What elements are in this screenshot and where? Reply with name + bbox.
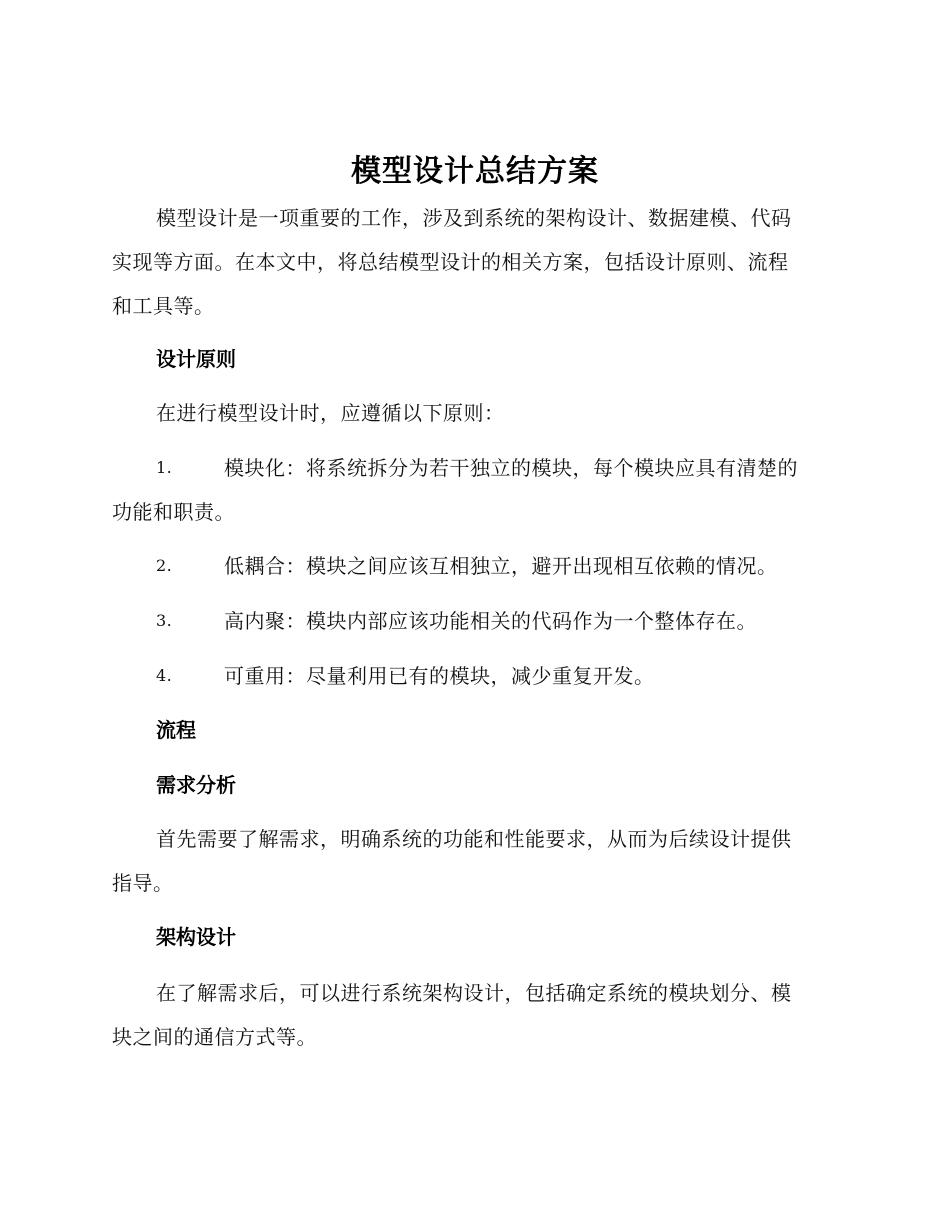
principle-item-1 (112, 446, 832, 534)
principle-item-4 (112, 654, 832, 698)
principles-lead (112, 391, 832, 435)
principle-text-line-2: 功能和职责。 (112, 500, 235, 524)
intro-line-2: 实现等方面。在本文中，将总结模型设计的相关方案，包括设计原则、流程 (112, 250, 789, 274)
principle-item-3 (112, 599, 832, 643)
list-number: 1. (156, 458, 173, 477)
document-title: 模型设计总结方案 (351, 154, 599, 189)
section-heading-principles: 设计原则 (156, 347, 236, 371)
subheading-architecture: 架构设计 (156, 925, 236, 949)
architecture-line-2: 块之间的通信方式等。 (112, 1025, 317, 1049)
subheading-requirements: 需求分析 (156, 773, 236, 797)
architecture-paragraph (112, 971, 832, 1059)
intro-line-1: 模型设计是一项重要的工作，涉及到系统的架构设计、数据建模、代码 (156, 206, 792, 230)
principle-item-2 (112, 544, 832, 588)
list-number: 2. (156, 556, 173, 575)
principle-text: 高内聚：模块内部应该功能相关的代码作为一个整体存在。 (224, 609, 757, 633)
list-number: 4. (156, 666, 173, 685)
requirements-line-1: 首先需要了解需求，明确系统的功能和性能要求，从而为后续设计提供 (156, 827, 792, 851)
principle-text: 可重用：尽量利用已有的模块，减少重复开发。 (224, 664, 655, 688)
requirements-paragraph (112, 817, 832, 905)
requirements-line-2: 指导。 (112, 871, 174, 895)
list-number: 3. (156, 611, 173, 630)
principles-lead-text: 在进行模型设计时，应遵循以下原则： (156, 401, 505, 425)
principle-text: 低耦合：模块之间应该互相独立，避开出现相互依赖的情况。 (224, 554, 778, 578)
intro-line-3: 和工具等。 (112, 294, 215, 318)
architecture-line-1: 在了解需求后，可以进行系统架构设计，包括确定系统的模块划分、模 (156, 981, 792, 1005)
principle-text-line-1: 模块化：将系统拆分为若干独立的模块，每个模块应具有清楚的 (224, 456, 798, 480)
section-heading-process: 流程 (156, 718, 196, 742)
intro-paragraph (112, 196, 832, 328)
